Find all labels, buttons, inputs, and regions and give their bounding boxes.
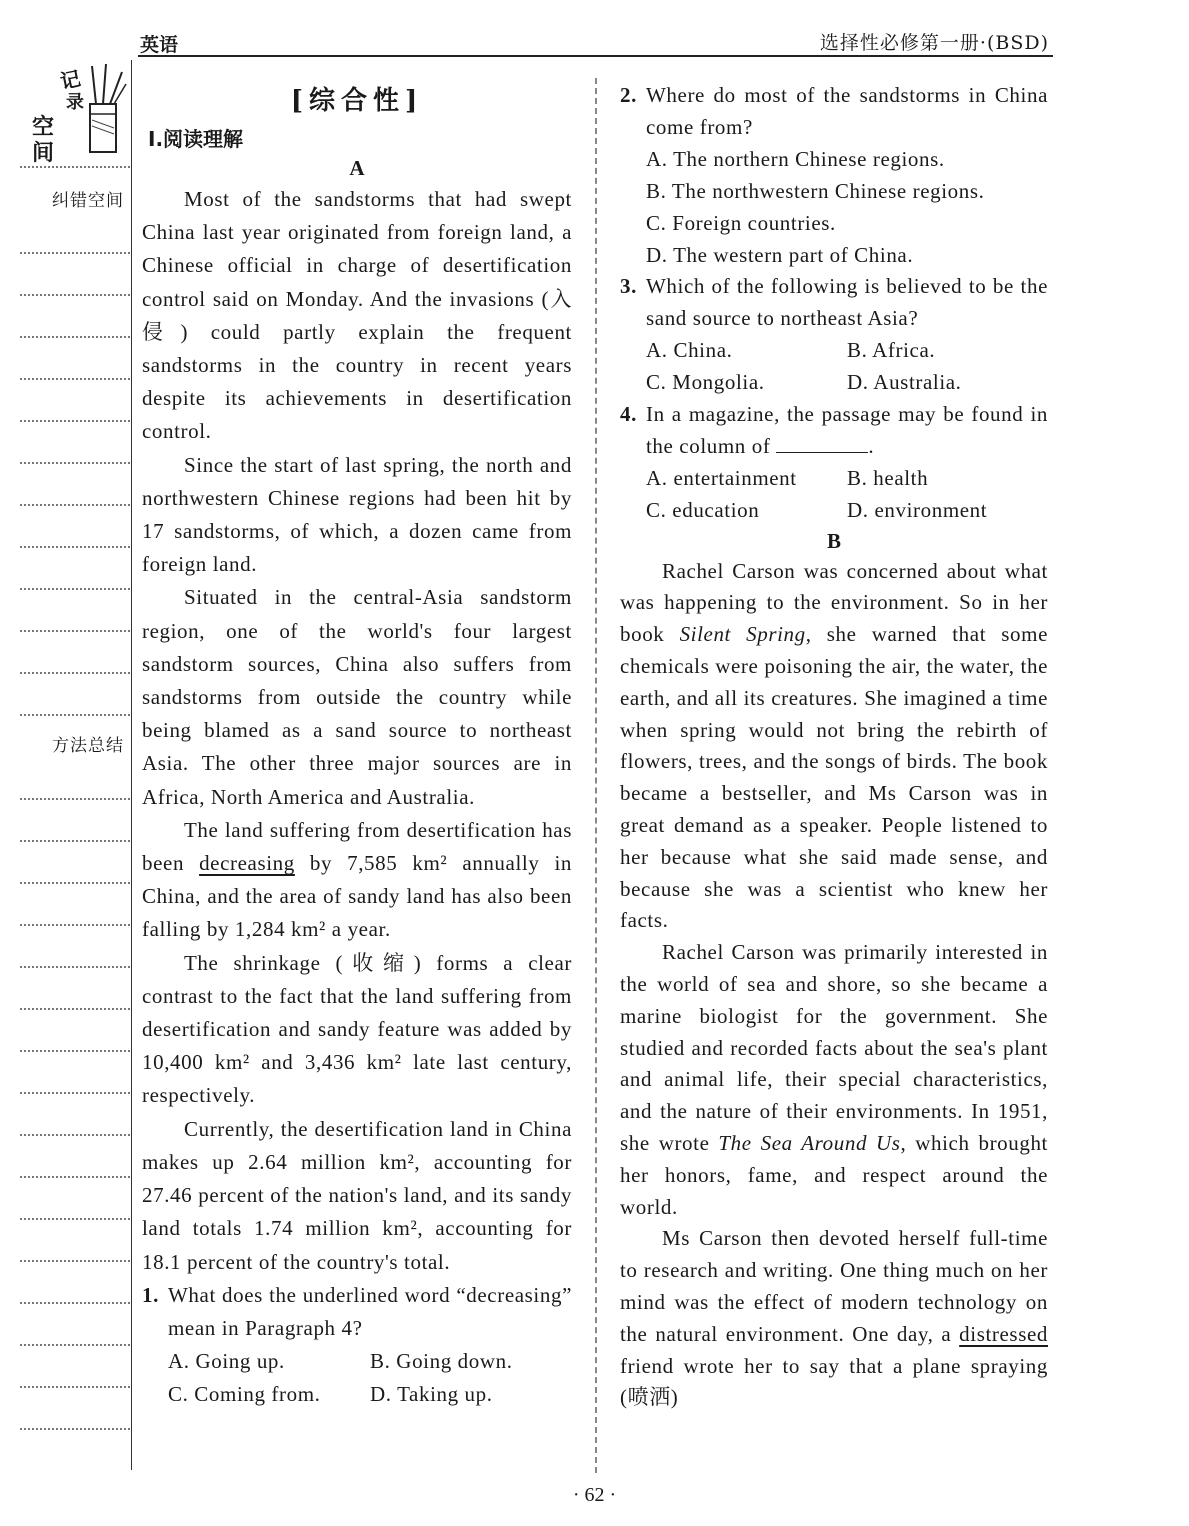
option-c[interactable]: C. Mongolia.	[646, 370, 765, 395]
logo-char-4: 间	[32, 140, 55, 166]
sidebar-dotted-line	[20, 714, 130, 716]
sidebar-dotted-line	[20, 504, 130, 506]
sidebar-dotted-line	[20, 462, 130, 464]
option-a[interactable]: A. The northern Chinese regions.	[646, 146, 945, 171]
record-space-logo	[30, 62, 130, 166]
sidebar-dotted-line	[20, 294, 130, 296]
header-book-title: 选择性必修第一册·(BSD)	[819, 32, 1049, 54]
sidebar-dotted-line	[20, 1386, 130, 1388]
option-b[interactable]: B. The northwestern Chinese regions.	[646, 178, 985, 203]
passage-b-paragraph-1	[620, 556, 1048, 938]
option-d[interactable]: D. The western part of China.	[646, 242, 914, 267]
part-title: Ⅰ.阅读理解	[148, 127, 244, 151]
book-title: Silent Spring	[679, 622, 806, 647]
question-number: 2.	[620, 83, 637, 107]
sidebar-dotted-line	[20, 1092, 130, 1094]
sidebar-dotted-line	[20, 1428, 130, 1430]
paragraph-text: Ms Carson then devoted herself full-time to research and writing. One thing much on her mind was the effect of modern technology on the natural environment. One day, a	[620, 1226, 1048, 1346]
passage-a-label: A	[349, 156, 365, 180]
passage-a-paragraph-3: Situated in the central-Asia sandstorm region, one of the world's four largest sandstorm sources, China also suffers from sandstorms from outside the country while being blamed as a sand source to northeast Asia. The other three major sources are in Africa, North America and Australia.	[142, 585, 572, 809]
sidebar-dotted-line	[20, 966, 130, 968]
question-number: 1.	[142, 1282, 159, 1307]
sidebar-dotted-line	[20, 840, 130, 842]
sidebar-dotted-line	[20, 1302, 130, 1304]
book-title: The Sea Around Us	[718, 1131, 901, 1156]
option-a[interactable]: A. China.	[646, 338, 733, 363]
option-c[interactable]: C. Foreign countries.	[646, 210, 836, 235]
paragraph-text: The land suffering from desertification has been	[142, 817, 572, 876]
paragraph-text: friend wrote her to say that a plane spraying (喷洒)	[620, 1353, 1048, 1410]
question-number: 3.	[620, 274, 637, 299]
question-2	[620, 80, 1048, 271]
question-stem-wrap: In a magazine, the passage may be found in the column of .	[646, 402, 1048, 458]
underlined-word: distressed	[959, 1321, 1048, 1346]
logo-char-1: 记	[58, 66, 83, 94]
header-rule	[138, 55, 1053, 57]
sidebar-dotted-line	[20, 630, 130, 632]
option-b[interactable]: B. Africa.	[847, 338, 936, 363]
sidebar-dotted-line	[20, 420, 130, 422]
sidebar-label-error-space: 纠错空间	[52, 191, 124, 211]
sidebar-divider	[131, 60, 132, 1470]
logo-char-3: 空	[32, 114, 55, 140]
option-b[interactable]: B. health	[847, 465, 929, 490]
passage-a-paragraph-2: Since the start of last spring, the north and northwestern Chinese regions had been hit by 17 sandstorms, of which, a dozen came from foreign land.	[142, 452, 572, 577]
question-stem: In a magazine, the passage may be found in the column of	[646, 402, 1048, 458]
passage-b-paragraph-3	[620, 1223, 1048, 1414]
option-c[interactable]: C. Coming from.	[168, 1382, 321, 1407]
option-a[interactable]: A. Going up.	[168, 1349, 285, 1374]
question-4	[620, 399, 1048, 527]
passage-a-paragraph-1: Most of the sandstorms that had swept China last year originated from foreign land, a Chinese official in charge of desertification control said on Monday. And the invasions (入侵) could partly explain the frequent sandstorms in the country in recent years despite its achievements in desertification control.	[142, 187, 572, 444]
passage-a-paragraph-6: Currently, the desertification land in China makes up 2.64 million km², accounting for 27.46 percent of the nation's land, and its sandy land totals 1.74 million km², accounting for 18.1 percent of the country's total.	[142, 1116, 572, 1274]
sidebar-dotted-line	[20, 546, 130, 548]
question-stem: Where do most of the sandstorms in China come from?	[646, 83, 1048, 139]
underlined-word: decreasing	[199, 851, 295, 876]
option-d[interactable]: D. Taking up.	[370, 1382, 493, 1407]
question-number: 4.	[620, 402, 637, 427]
sidebar-dotted-line	[20, 378, 130, 380]
left-column	[142, 80, 572, 1412]
option-a[interactable]: A. entertainment	[646, 465, 797, 490]
sidebar-dotted-line	[20, 588, 130, 590]
paragraph-text: , which brought her honors, fame, and respect around the world.	[620, 1131, 1048, 1219]
paragraph-text: Rachel Carson was primarily interested in the world of sea and shore, so she became a marine biologist for the government. She studied and recorded facts about the sea's plant and animal life, their special characteristics, and the nature of their environments. In 1951, she wrote	[620, 940, 1048, 1156]
sidebar-dotted-line	[20, 1134, 130, 1136]
passage-a-paragraph-5: The shrinkage (收缩) forms a clear contrast to the fact that the land suffering from desertification and sandy feature was added by 10,400 km² and 3,436 km² late last century, respectively.	[142, 950, 572, 1108]
option-d[interactable]: D. environment	[847, 497, 988, 522]
paragraph-text: , she warned that some chemicals were poisoning the air, the water, the earth, and all its creatures. She imagined a time when spring would not bring the rebirth of flowers, trees, and the songs of birds. The book became a bestseller, and Ms Carson was in great demand as a speaker. People listened to her because what she said made sense, and because she was a scientist who knew her facts.	[620, 622, 1049, 933]
sidebar-dotted-line	[20, 1176, 130, 1178]
right-column	[620, 80, 1048, 1414]
passage-a-paragraph-4	[142, 814, 572, 947]
option-b[interactable]: B. Going down.	[370, 1349, 513, 1374]
passage-b-paragraph-2	[620, 937, 1048, 1223]
column-divider	[595, 78, 597, 1473]
sidebar-dotted-line	[20, 1260, 130, 1262]
sidebar-dotted-line	[20, 924, 130, 926]
sidebar-dotted-line	[20, 672, 130, 674]
passage-b-label: B	[826, 528, 841, 553]
sidebar-dotted-line	[20, 336, 130, 338]
answer-blank[interactable]	[776, 434, 868, 453]
logo-char-2: 录	[66, 92, 84, 113]
sidebar-dotted-line	[20, 1218, 130, 1220]
section-title: [综合性]	[290, 86, 424, 116]
sidebar-dotted-line	[20, 166, 130, 168]
header-subject: 英语	[140, 34, 179, 56]
question-3	[620, 271, 1048, 399]
sidebar-dotted-line	[20, 1008, 130, 1010]
sidebar-dotted-line	[20, 1050, 130, 1052]
paragraph-text: by 7,585 km² annually in China, and the area of sandy land has also been falling by 1,284 km² a year.	[142, 851, 572, 942]
option-d[interactable]: D. Australia.	[847, 370, 962, 395]
sidebar-dotted-line	[20, 252, 130, 254]
option-c[interactable]: C. education	[646, 497, 760, 522]
sidebar-dotted-line	[20, 882, 130, 884]
question-stem: Which of the following is believed to be the sand source to northeast Asia?	[646, 274, 1048, 331]
question-stem: What does the underlined word “decreasing” mean in Paragraph 4?	[168, 1282, 572, 1340]
sidebar-dotted-line	[20, 1344, 130, 1346]
page-number: · 62 ·	[572, 1484, 617, 1506]
paragraph-text: Rachel Carson was concerned about what was happening to the environment. So in her book	[620, 558, 1048, 647]
sidebar-label-method-summary: 方法总结	[52, 736, 124, 756]
sidebar-dotted-line	[20, 798, 130, 800]
question-1	[142, 1279, 572, 1412]
